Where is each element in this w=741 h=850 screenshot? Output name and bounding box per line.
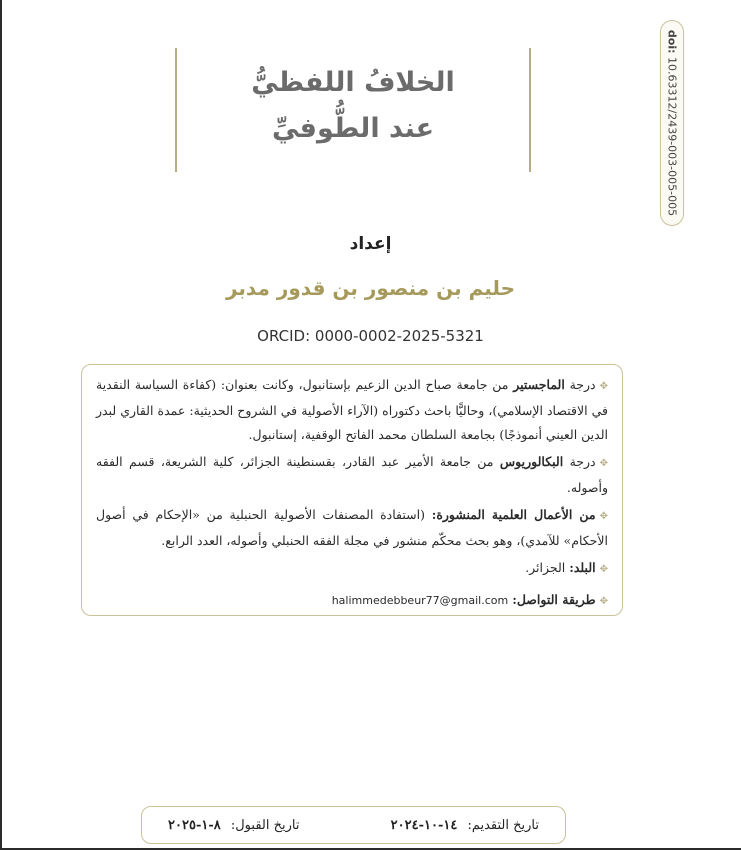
paper-title <box>177 60 529 152</box>
doi-value: 10.63312/2439-003-005-005 <box>665 57 679 217</box>
bio-item-text: (استفادة المصنفات الأصولية الحنبلية من «الإحكام في أصول الأحكام» للآمدي)، وهو بحث محكّم منشور في مجلة الفقه الحنبلي وأصوله، العدد الرابع. <box>96 507 608 548</box>
acceptance-date-value: ٨-١-٢٠٢٥ <box>168 817 221 833</box>
acceptance-date <box>168 818 299 833</box>
submission-date-value: ١٤-١٠-٢٠٢٤ <box>390 817 458 833</box>
bio-item-publications <box>96 503 608 553</box>
prepared-by-label: إعداد <box>349 234 392 254</box>
submission-date <box>391 818 539 833</box>
bullet-icon: ✥ <box>599 381 608 392</box>
bio-item-heading: طريقة التواصل: <box>512 592 596 607</box>
bio-item-country <box>96 556 608 582</box>
bio-item-text: من جامعة الأمير عبد القادر، بقسنطينة الجزائر، كلية الشريعة، قسم الفقه وأصوله. <box>96 454 608 495</box>
bio-item-text: من جامعة صباح الدين الزعيم بإستانبول، وكانت بعنوان: (كفاءة السياسة النقدية في الاقتصاد الإسلامي)، وحاليًّا باحث دكتوراه (الآراء الأصولية في الشروح الحديثية: عمدة القاري لبدر الدين العيني أنموذجًا) بجامعة السلطان محمد الفاتح الوقفية، إستانبول. <box>96 377 608 442</box>
bullet-icon: ✥ <box>599 511 608 522</box>
bio-item-prefix: درجة <box>564 377 596 392</box>
bio-item-text: الجزائر. <box>525 560 570 575</box>
bio-item-heading: الماجستير <box>513 377 565 392</box>
author-bio-box <box>81 364 623 616</box>
bio-item-bachelors <box>96 450 608 500</box>
bio-item-heading: من الأعمال العلمية المنشورة: <box>431 507 596 522</box>
author-name: حليم بن منصور بن قدور مدبر <box>225 276 516 300</box>
page-left-edge <box>0 0 2 850</box>
bio-item-prefix: درجة <box>563 454 596 469</box>
doi-text[interactable] <box>666 30 679 216</box>
bullet-icon: ✥ <box>599 596 608 607</box>
title-rule-right <box>529 48 531 172</box>
bio-item-masters <box>96 373 608 447</box>
paper-title-line-2: عند الطُّوفيِّ <box>271 113 435 144</box>
bio-item-heading: البلد: <box>569 560 596 575</box>
orcid-id[interactable]: ORCID: 0000-0002-2025-5321 <box>257 327 484 345</box>
paper-title-line-1: الخلافُ اللفظيُّ <box>251 67 455 98</box>
bio-item-heading: البكالوريوس <box>499 454 564 469</box>
submission-date-label: تاريخ التقديم: <box>467 817 539 833</box>
doi-label: doi: <box>665 29 679 54</box>
bullet-icon: ✥ <box>599 564 608 575</box>
contact-email[interactable]: halimmedebbeur77@gmail.com <box>331 594 509 607</box>
dates-box <box>141 806 566 844</box>
bullet-icon: ✥ <box>599 458 608 469</box>
bio-item-contact <box>96 588 608 614</box>
doi-badge <box>660 20 684 226</box>
acceptance-date-label: تاريخ القبول: <box>230 817 300 833</box>
